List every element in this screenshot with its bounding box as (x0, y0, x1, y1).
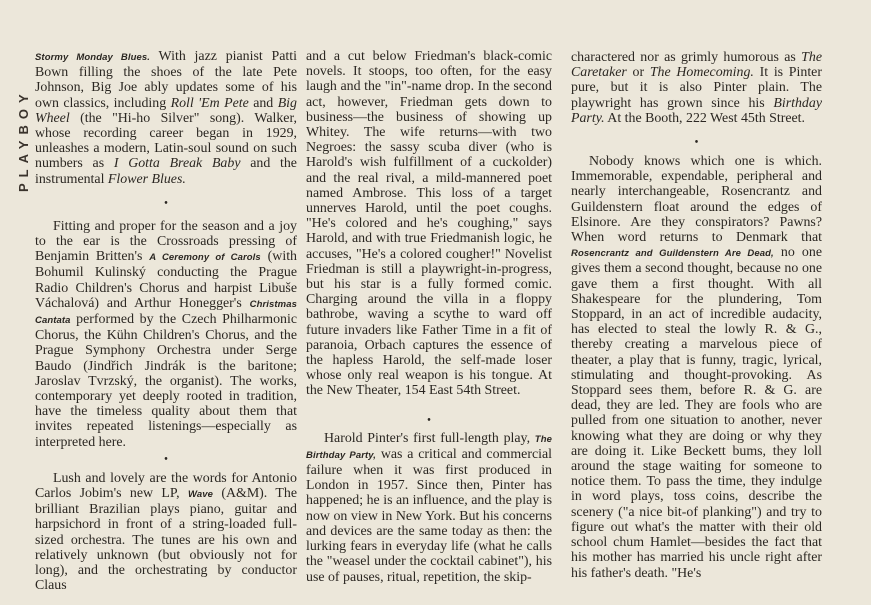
album-title: Stormy Monday Blues. (35, 52, 151, 63)
magazine-spine-logo (2, 40, 31, 200)
paragraph-rosencrantz: Nobody knows which one is which. Immemorable, expendable, peripheral and nearly interchangeable, Rosencrantz and Guildenstern float around the edges of Elsinore. Are they conspirators? Pawns? When word returns to Denmark that Rosencrantz and Guildenstern Are Dead, no one gives them a second thought, because no one gave them a first thought. With all Shakespeare for the plundering, Tom Stoppard, in an act of incredible audacity, has elected to steal the lowly R. & G., thereby creating a marvelous piece of theater, a play that is funny, tragic, lyrical, stimulating and thought-provoking. As Stoppard sees them, before R. & G. are dead, they are led. They are fools who are pulled from one situation to another, never knowing what they are doing or why they are doing it. Like Beckett bums, they loll around the stage waiting for someone to notice them. To pass the time, they indulge in word plays, toss coins, describe the scenery ("a nice bit-of planking") and try to figure out what's the matter with their old school chum Hamlet—besides the fact that his mother has married his uncle right after his father's death. "He's (571, 154, 822, 581)
column-1 (35, 49, 297, 594)
section-divider: • (164, 453, 168, 465)
paragraph-stormy-monday: Stormy Monday Blues. With jazz pianist Patti Bown filling the shoes of the late Pete Johnson, Big Joe ably updates some of his own classics, including Roll 'Em Pete and Big Wheel (the "Hi-ho Silver" song). Walker, whose recording career began in 1929, unleashes a modern, Latin-soul sound on such numbers as I Gotta Break Baby and the instrumental Flower Blues. (35, 49, 297, 187)
section-divider: • (694, 137, 699, 149)
paragraph-crossroads: Fitting and proper for the season and a joy to the ear is the Crossroads pressing of Benjamin Britten's A Ceremony of Carols (with Bohumil Kulinský conducting the Prague Radio Children's Chorus and harpist Libuše Váchalová) and Arthur Honegger's Christmas Cantata performed by the Czech Philharmonic Chorus, the Kühn Children's Chorus, and the Prague Symphony Orchestra under Serge Baudo (Jindřich Jindrák is the baritone; Jaroslav Tvrzský, the organist). The works, contemporary yet deeply rooted in tradition, have the timeless quality about them that invites repeated listenings—especially as interpreted here. (35, 218, 297, 450)
paragraph-pinter: Harold Pinter's first full-length play, The Birthday Party, was a critical and commercial failure when it was first produced in London in 1957. Since then, Pinter has happened; he is an influence, and the play is now on view in New York. But his concerns and devices are the same today as then: the lurking fears in everyday life (what he calls the "weasel under the cocktail cabinet"), his use of pauses, ritual, repetition, the skip- (306, 430, 552, 585)
section-divider: • (427, 414, 431, 426)
paragraph-friedman: and a cut below Friedman's black-comic novels. It stoops, too often, for the easy laugh and the "in"-name drop. In the second act, however, Friedman gets down to business—the business of showing up Whitey. The wife returns—with two Negroes: the sassy scuba diver (who is Harold's wish fulfillment of a cuckolder) and the real rival, a mild-mannered poet named Ambrose. This loss of a target unnerves Harold, until the poet coughs. "He's colored and he's coughing," says Harold, and with true Friedmanish logic, he accuses, "He's a colored cougher!" Novelist Friedman is still a playwright-in-progress, but his star is a fully formed comic. Charging around the villa in a floppy bathrobe, waving a scythe to ward off future invaders like Father Time in a fit of paranoia, Orbach captures the essence of the hapless Harold, the self-made loser whose only real weapon is his tongue. At the New Theater, 154 East 54th Street. (306, 49, 552, 399)
paragraph-jobim: Lush and lovely are the words for Antonio Carlos Jobim's new LP, Wave (A&M). The brilliant Brazilian plays piano, guitar and harpsichord in front of a string-loaded full-sized orchestra. The tunes are his own and relatively unknown (but obviously not for long), and the orchestrating by conductor Claus (35, 470, 297, 594)
column-2 (306, 49, 552, 585)
paragraph-caretaker: charactered nor as grimly humorous as The Caretaker or The Homecoming. It is Pinter pure, but it is also Pinter plain. The playwright has grown since his Birthday Party. At the Booth, 222 West 45th Street. (571, 50, 822, 126)
column-3 (571, 50, 822, 581)
spine-text: PLAYBOY (16, 88, 31, 192)
section-divider: • (164, 197, 168, 209)
